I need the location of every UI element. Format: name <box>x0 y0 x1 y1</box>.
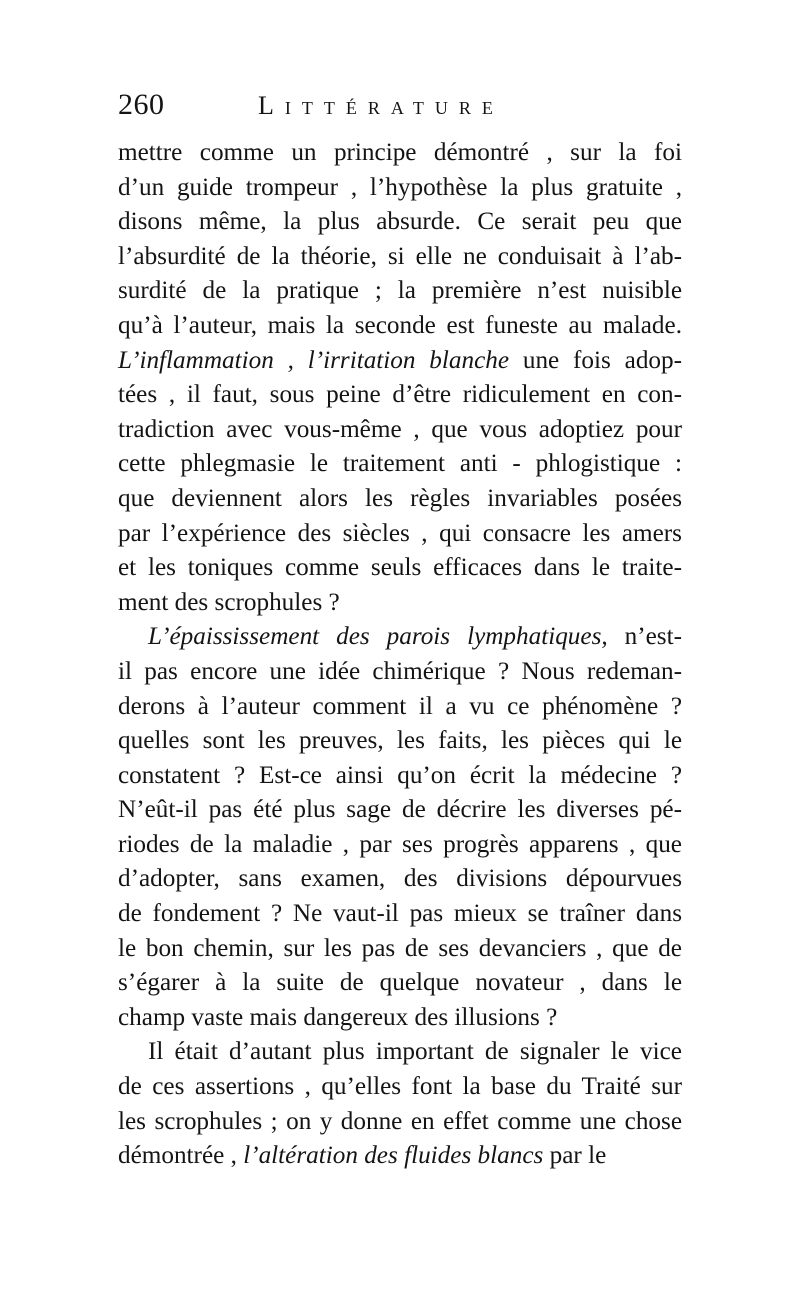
text-run: quelles sont les preuves, les faits, les pièces qui le <box>118 727 682 755</box>
text-line <box>118 240 682 275</box>
text-line <box>118 620 682 655</box>
text-line <box>118 1035 682 1070</box>
text-run: cette phlegmasie le traitement anti - phlogistique : <box>118 450 682 478</box>
text-run: de ces assertions , qu’elles font la base du Traité sur <box>118 1073 682 1101</box>
text-run: riodes de la maladie , par ses progrès apparens , que <box>118 830 682 858</box>
text-line <box>118 136 682 171</box>
text-run: et les toniques comme seuls efficaces dans le traite- <box>118 554 682 582</box>
page-header <box>118 88 682 136</box>
page-number: 260 <box>118 88 165 121</box>
text-line <box>118 274 682 309</box>
text-run: il pas encore une idée chimérique ? Nous redeman- <box>118 657 682 685</box>
text-line <box>118 517 682 552</box>
text-line <box>118 932 682 967</box>
text-line <box>118 1139 682 1174</box>
text-line <box>118 551 682 586</box>
text-line <box>118 690 682 725</box>
text-run: derons à l’auteur comment il a vu ce phénomène ? <box>118 692 682 720</box>
text-run: disons même, la plus absurde. Ce serait peu que <box>118 208 682 236</box>
text-run: mettre comme un principe démontré , sur la foi <box>118 139 682 166</box>
text-line <box>118 1105 682 1140</box>
paragraph <box>118 136 682 620</box>
text-run: par l’expérience des siècles , qui consacre les amers <box>118 519 682 547</box>
text-line <box>118 793 682 828</box>
text-run: constatent ? Est-ce ainsi qu’on écrit la médecine ? <box>118 761 682 789</box>
text-run: une fois adop- <box>509 346 682 374</box>
text-run: surdité de la pratique ; la première n’est nuisible <box>118 277 682 305</box>
text-line <box>118 1001 682 1036</box>
text-run: champ vaste mais dangereux des illusions ? <box>118 1003 558 1031</box>
text-run: s’égarer à la suite de quelque novateur , dans le <box>118 969 682 997</box>
text-line <box>118 862 682 897</box>
text-run: l’absurdité de la théorie, si elle ne conduisait à l’ab- <box>118 242 682 270</box>
text-line <box>118 724 682 759</box>
text-line <box>118 482 682 517</box>
text-run: que deviennent alors les règles invariables posées <box>118 484 682 512</box>
italic-text: l’altération des fluides blancs <box>243 1142 544 1170</box>
text-run: d’adopter, sans examen, des divisions dépourvues <box>118 865 682 893</box>
text-line <box>118 1070 682 1105</box>
text-line <box>118 344 682 379</box>
text-line <box>118 447 682 482</box>
text-line <box>118 655 682 690</box>
text-run: les scrophules ; on y donne en effet comme une chose <box>118 1107 682 1135</box>
text-run: tées , il faut, sous peine d’être ridiculement en con- <box>118 381 682 409</box>
text-line <box>118 413 682 448</box>
text-run: le bon chemin, sur les pas de ses devanciers , que de <box>118 934 682 962</box>
text-line <box>118 828 682 863</box>
text-line <box>118 966 682 1001</box>
text-run: n’est- <box>607 623 682 651</box>
italic-text: L’inflammation , l’irritation blanche <box>118 346 510 374</box>
text-line <box>118 759 682 794</box>
text-run: N’eût-il pas été plus sage de décrire les diverses pé- <box>118 796 682 824</box>
text-run: de fondement ? Ne vaut-il pas mieux se traîner dans <box>118 900 682 928</box>
text-line <box>118 897 682 932</box>
text-line <box>118 309 682 344</box>
paragraph <box>118 1035 682 1173</box>
text-run: tradiction avec vous-même , que vous adoptiez pour <box>118 415 682 443</box>
text-run: Il était d’autant plus important de signaler le vice <box>148 1038 682 1066</box>
text-run: d’un guide trompeur , l’hypothèse la plus gratuite , <box>118 173 682 201</box>
running-title: Littérature <box>258 91 504 120</box>
text-line <box>118 171 682 206</box>
text-line <box>118 586 682 621</box>
text-run: ment des scrophules ? <box>118 588 340 616</box>
text-run: par le <box>543 1142 607 1170</box>
text-run: qu’à l’auteur, mais la seconde est funeste au malade. <box>118 311 682 339</box>
text-line <box>118 378 682 413</box>
text-line <box>118 205 682 240</box>
paragraph <box>118 620 682 1035</box>
body-text <box>118 136 682 1174</box>
text-run: démontrée , <box>118 1142 244 1170</box>
italic-text: L’épaississement des parois lymphatiques, <box>148 623 608 651</box>
